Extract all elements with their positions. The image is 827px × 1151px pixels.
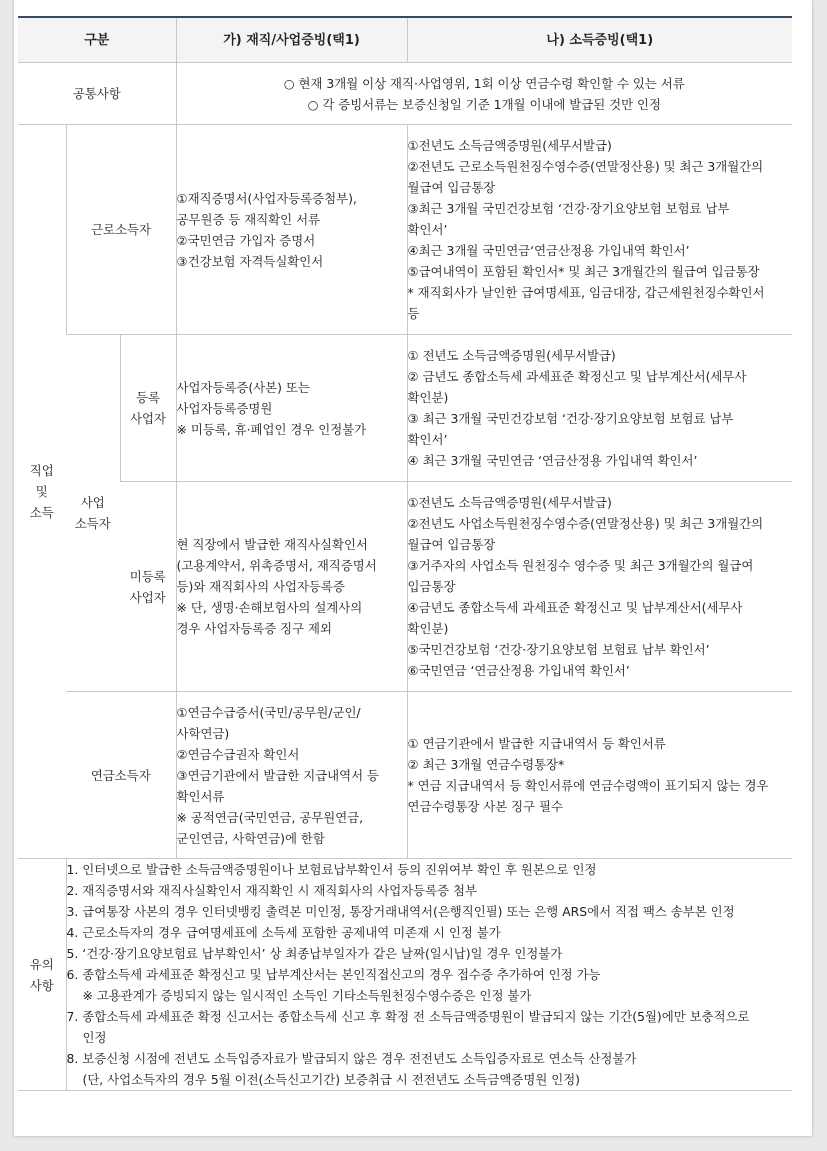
business-label [66,335,120,692]
registered-business-row [18,335,792,482]
employee-label: 근로소득자 [66,125,176,335]
doc-line: ①전년도 소득금액증명원(세무서발급) [407,495,612,510]
doc-line: 연금수령통장 사본 징구 필수 [407,799,563,814]
doc-line: ④ 최근 3개월 국민연금 ‘연금산정용 가입내역 확인서’ [407,453,698,468]
doc-line: ②전년도 사업소득원천징수영수증(연말정산용) 및 최근 3개월간의 [407,516,764,531]
doc-line: ⑥국민연금 ‘연금산정용 가입내역 확인서’ [407,663,630,678]
note-subitem: 인정 [82,1030,107,1045]
doc-line: ③최근 3개월 국민건강보험 ‘건강·장기요양보험 보험료 납부 [407,201,730,216]
note-item: 8. 보증신청 시점에 전년도 소득입증자료가 발급되지 않은 경우 전전년도 소득입증자료로 연소득 산정불가 [66,1051,637,1066]
unregistered-income-docs [407,482,792,692]
doc-line: 월급여 입금통장 [407,180,496,195]
doc-line: 사업자등록증(사본) 또는 [176,379,310,395]
doc-line: ⑤국민건강보험 ‘건강·장기요양보험 보험료 납부 확인서’ [407,642,710,657]
doc-line: 입금통장 [407,579,456,594]
doc-line: ③ 최근 3개월 국민건강보험 ‘건강·장기요양보험 보험료 납부 [407,411,734,426]
note-item: 2. 재직증명서와 재직사실확인서 재직확인 시 재직회사의 사업자등록증 첨부 [66,883,477,898]
doc-line: 등 [407,306,420,321]
doc-line: ① 전년도 소득금액증명원(세무서발급) [407,348,616,363]
doc-line: ※ 미등록, 휴·폐업인 경우 인정불가 [176,421,367,437]
pension-income-docs [407,692,792,859]
common-line: ○ 각 증빙서류는 보증신청일 기준 1개월 이내에 발급된 것만 인정 [307,96,661,112]
doc-line: 확인분) [407,390,449,405]
doc-line: ② 최근 3개월 연금수령통장* [407,757,565,772]
notes-label [18,859,66,1091]
doc-line: ②연금수급권자 확인서 [176,746,300,762]
doc-line: 확인서’ [407,222,448,237]
common-label: 공통사항 [18,63,176,125]
doc-line: * 연금 지급내역서 등 확인서류에 연금수령액이 표기되지 않는 경우 [407,778,769,793]
doc-line: 군인연금, 사학연금)에 한함 [176,830,325,846]
doc-line: 현 직장에서 발급한 재직사실확인서 [176,537,368,552]
doc-line: 사업자등록증명원 [176,400,273,416]
registered-employment-docs [176,335,407,482]
document-page [14,0,812,1136]
notes-label-line: 사항 [29,977,54,993]
note-item: 7. 종합소득세 과세표준 확정 신고서는 종합소득세 신고 후 확정 전 소득금액증명원이 발급되지 않는 기간(5월)에만 보충적으로 [66,1009,750,1024]
doc-line: ※ 단, 생명·손해보험사의 설계사의 [176,600,363,615]
note-subitem: (단, 사업소득자의 경우 5월 이전(소득신고기간) 보증취급 시 전전년도 소득금액증명원 인정) [82,1072,581,1087]
doc-line: ④최근 3개월 국민연금‘연금산정용 가입내역 확인서’ [407,243,690,258]
unregistered-employment-docs [176,482,407,692]
doc-line: ②국민연금 가입자 증명서 [176,232,316,248]
header-employment-proof: 가) 재직/사업증빙(택1) [176,17,407,63]
doc-line: ④금년도 종합소득세 과세표준 확정신고 및 납부계산서(세무사 [407,600,743,615]
common-line: ○ 현재 3개월 이상 재직·사업영위, 1회 이상 연금수령 확인할 수 있는 서류 [283,75,685,91]
doc-line: 사학연금) [176,725,230,741]
unregistered-business-row [18,482,792,692]
group-label-line: 소득 [29,505,54,520]
doc-line: 확인서’ [407,432,448,447]
doc-line: ※ 공적연금(국민연금, 공무원연금, [176,809,364,825]
notes-label-line: 유의 [29,956,54,972]
requirements-table [18,16,792,1091]
common-row [18,63,792,125]
doc-line: ①재직증명서(사업자등록증첨부), [176,190,357,206]
registered-income-docs [407,335,792,482]
doc-line: ② 금년도 종합소득세 과세표준 확정신고 및 납부계산서(세무사 [407,369,747,384]
common-content [176,63,792,125]
doc-line: ⑤급여내역이 포함된 확인서* 및 최근 3개월간의 월급여 입금통장 [407,264,760,279]
registered-label-line: 사업자 [130,411,166,426]
doc-line: ①연금수급증서(국민/공무원/군인/ [176,704,361,720]
doc-line: 월급여 입금통장 [407,537,496,552]
doc-line: * 재직회사가 날인한 급여명세표, 임금대장, 갑근세원천징수확인서 [407,285,765,300]
note-item: 3. 급여통장 사본의 경우 인터넷뱅킹 출력본 미인정, 통장거래내역서(은행직인필) 또는 은행 ARS에서 직접 팩스 송부본 인정 [66,904,735,919]
business-label-line: 소득자 [74,516,111,531]
employee-income-docs [407,125,792,335]
note-subitem: ※ 고용관계가 증빙되지 않는 일시적인 소득인 기타소득원천징수영수증은 인정 불가 [82,988,532,1003]
note-item: 1. 인터넷으로 발급한 소득금액증명원이나 보험료납부확인서 등의 진위여부 확인 후 원본으로 인정 [66,862,597,877]
doc-line: ① 연금기관에서 발급한 지급내역서 등 확인서류 [407,736,666,751]
doc-line: ②전년도 근로소득원천징수영수증(연말정산용) 및 최근 3개월간의 [407,159,764,174]
note-item: 6. 종합소득세 과세표준 확정신고 및 납부계산서는 본인직접신고의 경우 접수증 추가하여 인정 가능 [66,967,601,982]
doc-line: ③건강보험 자격득실확인서 [176,253,324,269]
pension-label: 연금소득자 [66,692,176,859]
employee-row [18,125,792,335]
notes-row [18,859,792,1091]
group-label-line: 직업 [29,463,54,478]
doc-line: (고용계약서, 위촉증명서, 재직증명서 [176,558,377,573]
group-label-line: 및 [35,484,48,499]
registered-label-line: 등록 [136,390,160,405]
pension-employment-docs [176,692,407,859]
unregistered-label [120,482,176,692]
note-item: 5. ‘건강·장기요양보험료 납부확인서’ 상 최종납부일자가 같은 날짜(일시납)일 경우 인정불가 [66,946,563,961]
business-label-line: 사업 [80,495,105,510]
doc-line: 등)와 재직회사의 사업자등록증 [176,579,345,594]
doc-line: ①전년도 소득금액증명원(세무서발급) [407,138,612,153]
header-income-proof: 나) 소득증빙(택1) [407,17,792,63]
employee-employment-docs [176,125,407,335]
doc-line: 공무원증 등 재직확인 서류 [176,211,321,227]
header-category: 구분 [18,17,176,63]
doc-line: 확인서류 [176,788,225,804]
pension-row [18,692,792,859]
doc-line: ③거주자의 사업소득 원천징수 영수증 및 최근 3개월간의 월급여 [407,558,754,573]
doc-line: 경우 사업자등록증 징구 제외 [176,621,332,636]
notes-content [66,859,792,1091]
registered-label [120,335,176,482]
group-label [18,125,66,859]
header-row [18,17,792,63]
doc-line: 확인분) [407,621,449,636]
unregistered-label-line: 미등록 [129,568,166,584]
unregistered-label-line: 사업자 [129,589,166,605]
doc-line: ③연금기관에서 발급한 지급내역서 등 [176,767,379,783]
note-item: 4. 근로소득자의 경우 급여명세표에 소득세 포함한 공제내역 미존재 시 인정 불가 [66,925,501,940]
